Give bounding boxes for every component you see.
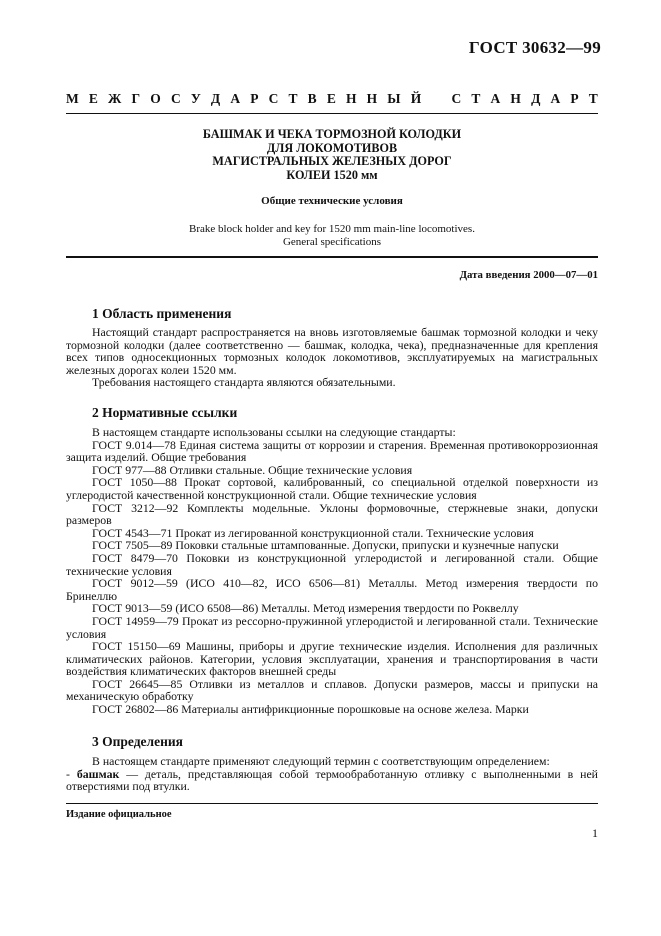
section-3-body: В настоящем стандарте применяют следующий термин с соответствующим определением: - башмак — деталь, представляющая собой термообработанную отливку с выполненными в ней отверстиями под втулки. <box>66 754 598 794</box>
reference-item: ГОСТ 4543—71 Прокат из легированной конструкционной стали. Технические условия <box>92 525 534 540</box>
defined-term: башмак <box>76 766 120 781</box>
reference-item: ГОСТ 9013—59 (ИСО 6508—86) Металлы. Метод измерения твердости по Роквеллу <box>92 601 519 616</box>
definition-item: - башмак — деталь, представляющая собой термообработанную отливку с выполненными в ней отверстиями под втулки. <box>66 766 598 794</box>
reference-item: ГОСТ 15150—69 Машины, приборы и другие технические изделия. Исполнения для различных климатических районов. Категории, условия эксплуатации, хранения и транспортирования в части воздействия климатических факторов внешней среды <box>66 639 598 679</box>
footer-divider <box>66 803 598 804</box>
title-divider <box>66 256 598 258</box>
reference-item: ГОСТ 26802—86 Материалы антифрикционные порошковые на основе железа. Марки <box>92 702 529 717</box>
english-title: Brake block holder and key for 1520 mm main-line locomotives. General specifications <box>189 223 475 248</box>
section-1-body <box>66 326 598 389</box>
reference-item: ГОСТ 9.014—78 Единая система защиты от коррозии и старения. Временная противокоррозионная защита изделий. Общие требования <box>66 437 598 465</box>
reference-item: ГОСТ 7505—89 Поковки стальные штампованные. Допуски, припуски и кузнечные напуски <box>92 538 559 553</box>
reference-item: ГОСТ 26645—85 Отливки из металлов и сплавов. Допуски размеров, массы и припуски на механическую обработку <box>66 676 598 704</box>
section-2-heading: 2 Нормативные ссылки <box>92 405 238 420</box>
section-2-body: В настоящем стандарте использованы ссылки на следующие стандарты: ГОСТ 9.014—78 Единая система защиты от коррозии и старения. Временная противокоррозионная защита изделий. Общие требования ГОСТ 977—88 Отливки стальные. Общие технические условия ГОСТ 1050—88 Прокат сортовой, калиброванный, со специальной отделкой поверхности из углеродистой качественной конструкционной стали. Общие технические условия ГОСТ 3212—92 Комплекты модельные. Уклоны формовочные, стержневые знаки, допуски размеров ГОСТ 4543—71 Прокат из легированной конструкционной стали. Технические условия ГОСТ 7505—89 Поковки стальные штампованные. Допуски, припуски и кузнечные напуски ГОСТ 8479—70 Поковки из конструкционной углеродистой и легированной стали. Общие технические условия ГОСТ 9012—59 (ИСО 410—82, ИСО 6506—81) Металлы. Метод измерения твердости по Бринеллю ГОСТ 9013—59 (ИСО 6508—86) Металлы. Метод измерения твердости по Роквеллу ГОСТ 14959—79 Прокат из рессорно-пружинной углеродистой и легированной стали. Технические условия ГОСТ 15150—69 Машины, приборы и другие технические изделия. Исполнения для различных климатических районов. Категории, условия эксплуатации, хранения и транспортирования в части воздействия климатических факторов внешней среды ГОСТ 26645—85 Отливки из металлов и сплавов. Допуски размеров, массы и припуски на механическую обработку ГОСТ 26802—86 Материалы антифрикционные порошковые на основе железа. Марки <box>66 425 598 717</box>
reference-item: ГОСТ 977—88 Отливки стальные. Общие технические условия <box>92 462 413 477</box>
page-number: 1 <box>592 826 598 840</box>
reference-item: ГОСТ 8479—70 Поковки из конструкционной углеродистой и легированной стали. Общие технические условия <box>66 550 598 578</box>
section-1-paragraph: Требования настоящего стандарта являются обязательными. <box>92 375 396 390</box>
reference-item: ГОСТ 14959—79 Прокат из рессорно-пружинной углеродистой и легированной стали. Технические условия <box>66 613 598 641</box>
section-1-paragraph: Настоящий стандарт распространяется на вновь изготовляемые башмак тормозной колодки и чеку тормозной колодки (далее соответственно — башмак, колодка, чека), предназначенные для крепления всех типов односекционных тормозных колодок локомотивов, эксплуатируемых на магистральных железных дорогах колеи 1520 мм. <box>66 325 598 377</box>
reference-item: ГОСТ 3212—92 Комплекты модельные. Уклоны формовочные, стержневые знаки, допуски размеров <box>66 500 598 528</box>
document-subtitle: Общие технические условия <box>261 195 403 207</box>
reference-item: ГОСТ 9012—59 (ИСО 410—82, ИСО 6506—81) Металлы. Метод измерения твердости по Бринеллю <box>66 576 598 603</box>
section-1-heading: 1 Область применения <box>92 306 232 321</box>
gost-number: ГОСТ 30632—99 <box>468 38 601 57</box>
effective-date: Дата введения 2000—07—01 <box>459 269 598 281</box>
section-3-heading: 3 Определения <box>92 734 183 749</box>
document-title: БАШМАК И ЧЕКА ТОРМОЗНОЙ КОЛОДКИ ДЛЯ ЛОКОМОТИВОВ МАГИСТРАЛЬНЫХ ЖЕЛЕЗНЫХ ДОРОГ КОЛЕИ 1520 мм <box>202 127 462 182</box>
publication-note: Издание официальное <box>66 809 172 820</box>
reference-item: ГОСТ 1050—88 Прокат сортовой, калиброванный, со специальной отделкой поверхности из углеродистой качественной конструкционной стали. Общие технические условия <box>66 475 598 502</box>
top-divider <box>66 113 598 114</box>
standard-type-banner: М Е Ж Г О С У Д А Р С Т В Е Н Н Ы Й С Т А Н Д А Р Т <box>66 91 598 106</box>
